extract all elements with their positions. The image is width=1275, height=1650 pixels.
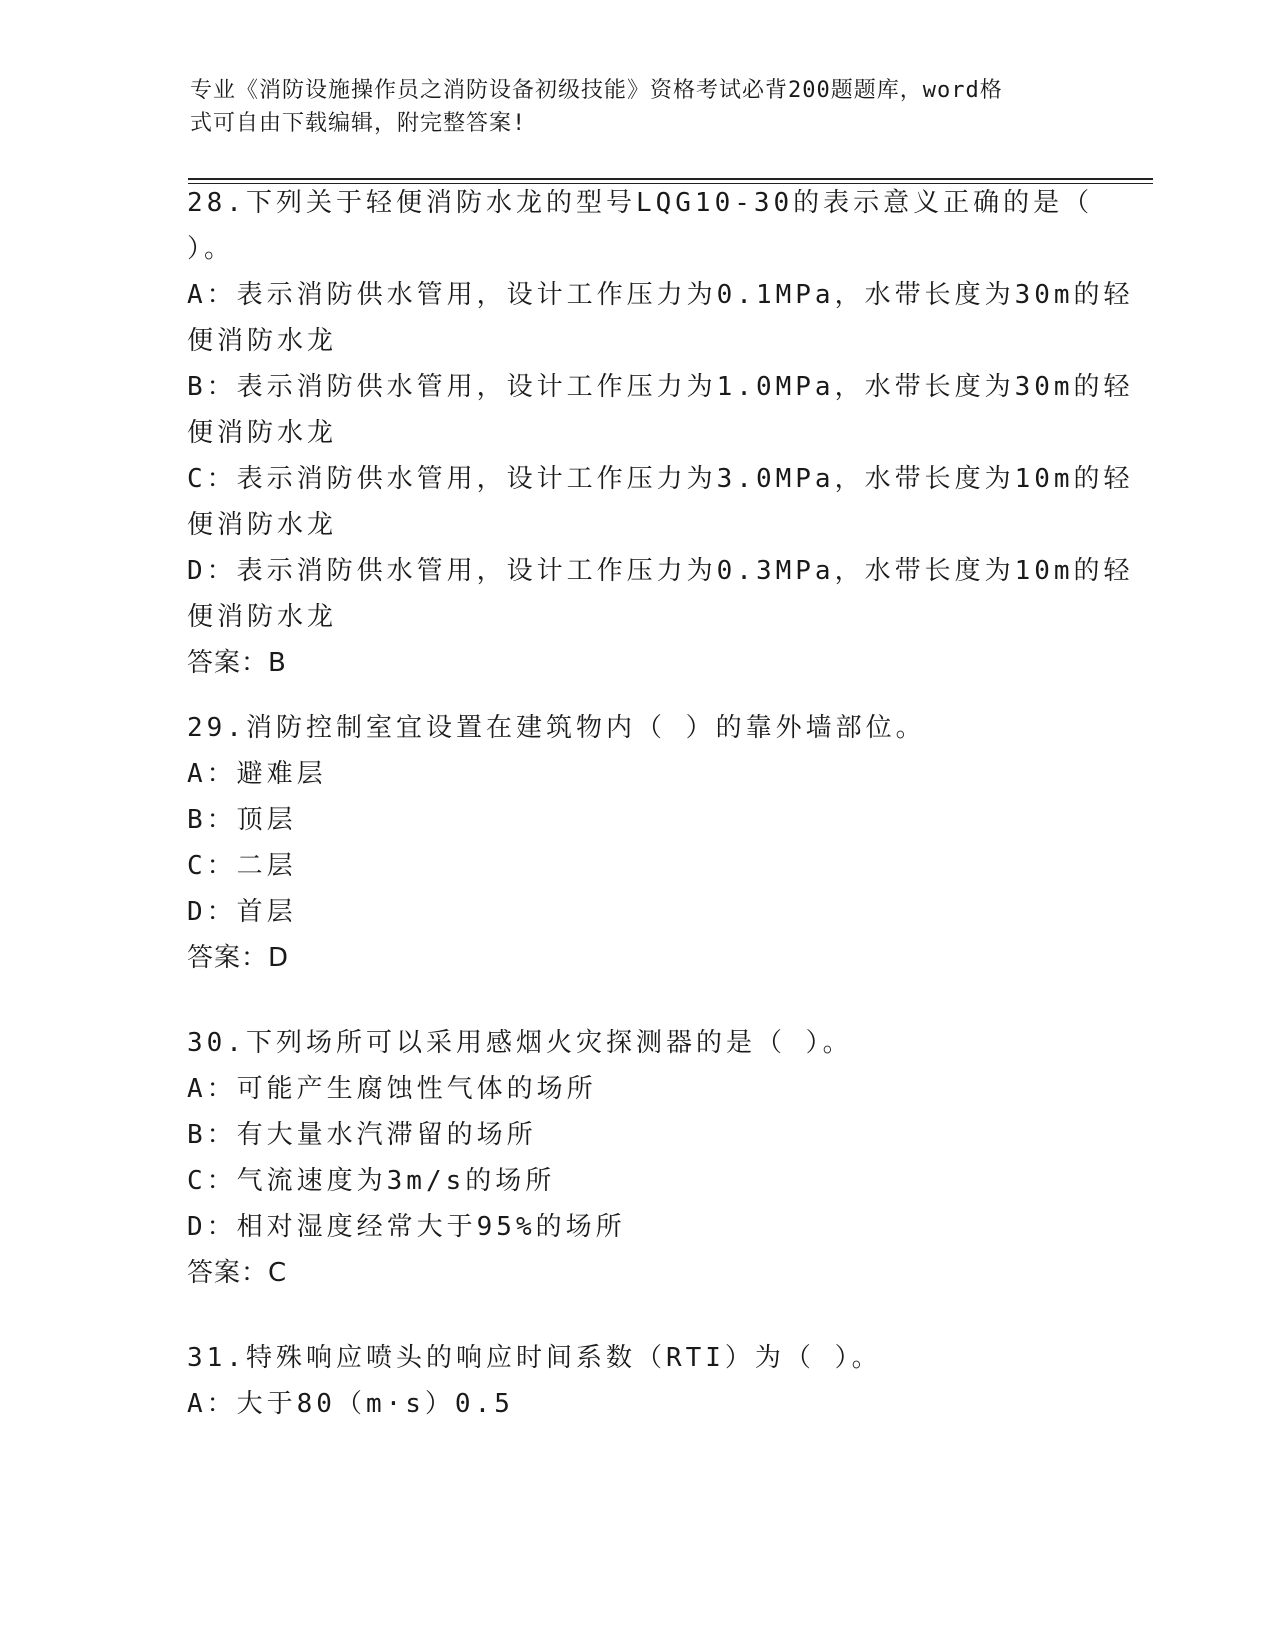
option-a: A：避难层 (187, 759, 327, 789)
question-stem: 29.消防控制室宜设置在建筑物内（ ）的靠外墙部位。 (187, 713, 926, 743)
option-a: A：表示消防供水管用，设计工作压力为0.1MPa，水带长度为30m的轻 (187, 280, 1134, 310)
option-a: A：大于80（m·s）0.5 (187, 1389, 514, 1419)
option-b: B：有大量水汽滞留的场所 (187, 1120, 537, 1150)
question-30 (187, 1020, 1087, 1296)
document-header (190, 74, 1090, 140)
question-stem-cont: ）。 (187, 234, 235, 264)
option-c-cont: 便消防水龙 (187, 510, 338, 540)
question-28 (187, 180, 1134, 686)
option-c: C：气流速度为3m/s的场所 (187, 1166, 556, 1196)
option-b: B：表示消防供水管用，设计工作压力为1.0MPa，水带长度为30m的轻 (187, 372, 1134, 402)
question-stem: 28.下列关于轻便消防水龙的型号LQG10-30的表示意义正确的是（ (187, 188, 1094, 218)
question-31 (187, 1335, 1087, 1427)
option-a: A：可能产生腐蚀性气体的场所 (187, 1074, 597, 1104)
header-line-1: 专业《消防设施操作员之消防设备初级技能》资格考试必背200题题库，word格 (190, 78, 1003, 103)
option-d: D：表示消防供水管用，设计工作压力为0.3MPa，水带长度为10m的轻 (187, 556, 1134, 586)
option-d: D：相对湿度经常大于95%的场所 (187, 1212, 626, 1242)
option-c: C：二层 (187, 851, 297, 881)
option-d: D：首层 (187, 897, 297, 927)
question-stem: 30.下列场所可以采用感烟火灾探测器的是（ ）。 (187, 1028, 853, 1058)
option-b: B：顶层 (187, 805, 297, 835)
option-b-cont: 便消防水龙 (187, 418, 338, 448)
option-a-cont: 便消防水龙 (187, 326, 338, 356)
answer: 答案：B (187, 648, 287, 678)
option-c: C：表示消防供水管用，设计工作压力为3.0MPa，水带长度为10m的轻 (187, 464, 1134, 494)
answer: 答案：C (187, 1258, 288, 1288)
header-line-2: 式可自由下载编辑，附完整答案! (190, 111, 527, 136)
question-stem: 31.特殊响应喷头的响应时间系数（RTI）为（ ）。 (187, 1343, 882, 1373)
question-29 (187, 705, 1087, 981)
option-d-cont: 便消防水龙 (187, 602, 338, 632)
answer: 答案：D (187, 943, 290, 973)
